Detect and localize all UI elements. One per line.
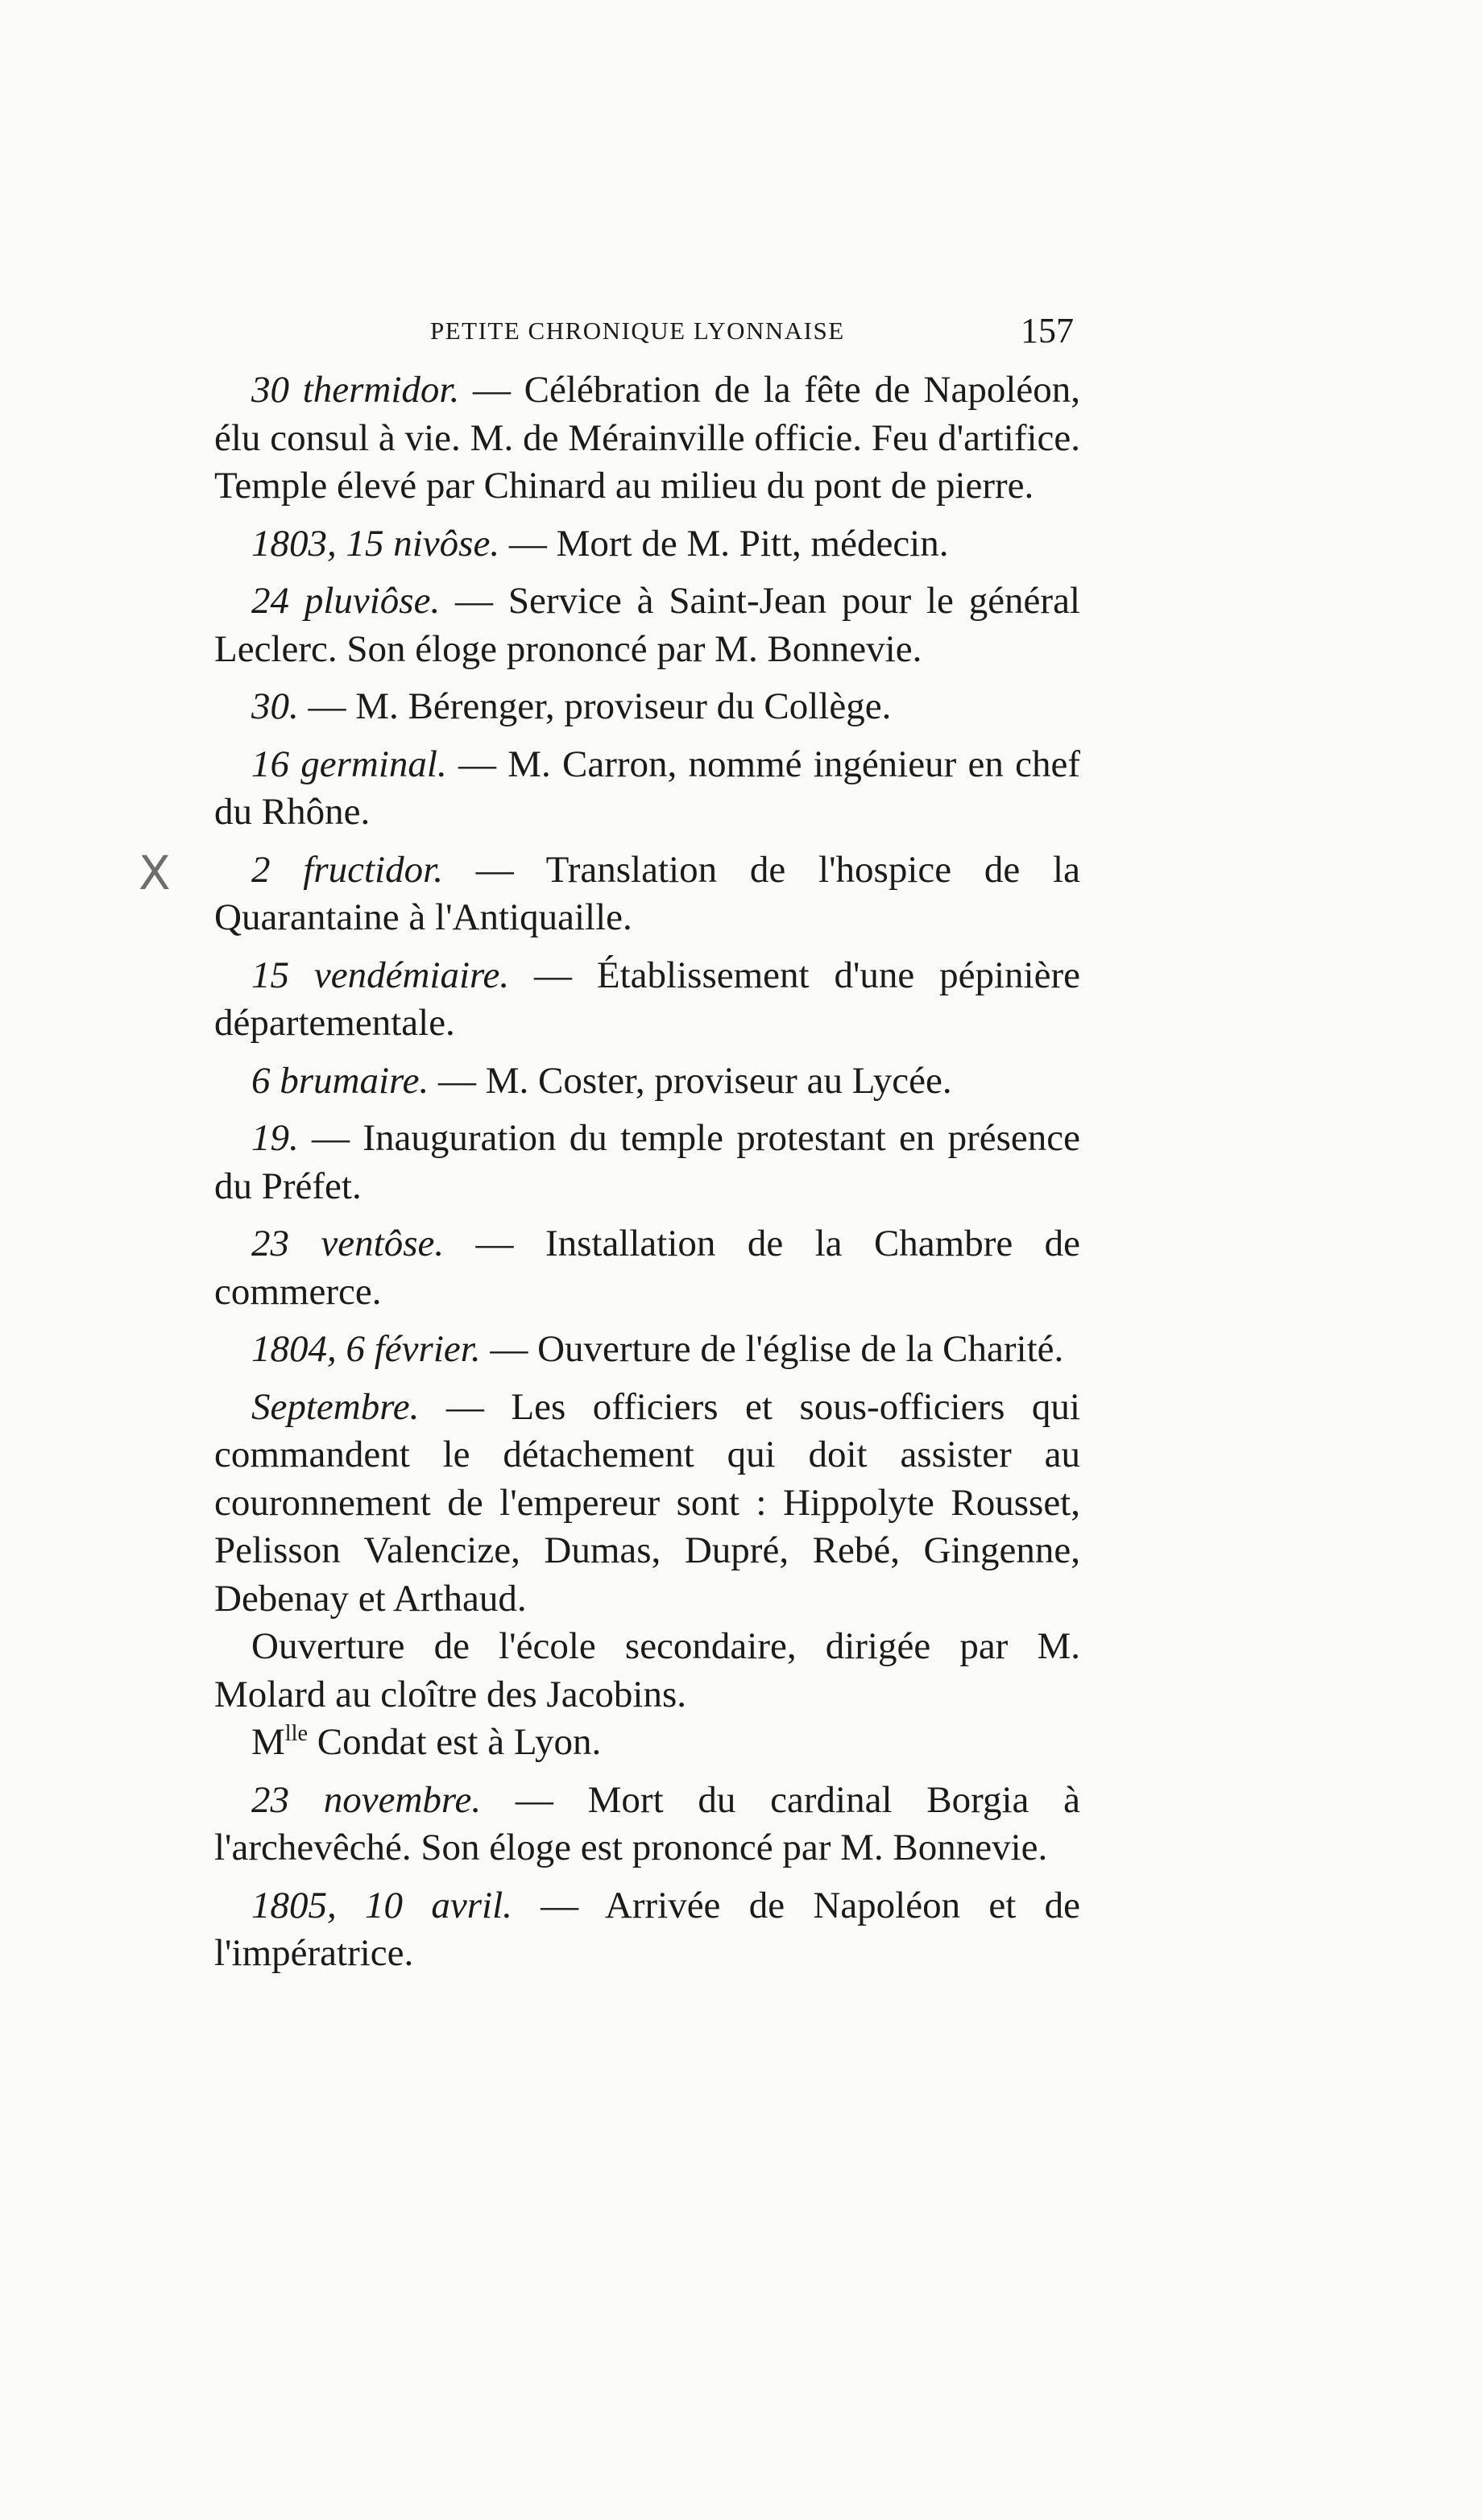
entry-text: — Installation de la Chambre de commerce. <box>214 1223 1081 1313</box>
condat-text: Condat est à Lyon. <box>307 1721 602 1763</box>
entry-date: 2 fructidor. <box>251 848 443 891</box>
entry-text: — Ouverture de l'église de la Charité. <box>480 1328 1064 1370</box>
entry-date: 30 thermidor. <box>251 369 460 411</box>
entry <box>214 1384 1080 1624</box>
entry-text: — M. Bérenger, proviseur du Collège. <box>298 685 892 727</box>
entry-text: — Service à Saint-Jean pour le général Leclerc. Son éloge prononcé par M. Bonnevie. <box>214 580 1080 670</box>
entry-text: — Mort du cardinal Borgia à l'archevêché. Son éloge est prononcé par M. Bonnevie. <box>214 1778 1080 1868</box>
entry-text: — Inauguration du temple protestant en présence du Préfet. <box>214 1117 1080 1207</box>
entry-text: — Établissement d'une pépinière départementale. <box>214 954 1080 1044</box>
entry-text: — Célébration de la fête de Napoléon, élu consul à vie. M. de Mérainville officie. Feu d'artifice. Temple élevé par Chinard au milieu du pont de pierre. <box>214 369 1080 507</box>
entry-date: 15 vendémiaire. <box>251 954 510 996</box>
entry <box>214 1115 1080 1210</box>
entry-date: 1805, 10 avril. <box>251 1884 512 1926</box>
entry <box>214 1057 1080 1106</box>
entry <box>214 366 1080 511</box>
page-number: 157 <box>1021 311 1074 350</box>
entry <box>214 741 1080 837</box>
entry <box>214 577 1080 673</box>
entry-text: — Translation de l'hospice de la Quarantaine à l'Antiquaille. <box>214 848 1080 938</box>
entry-text: — M. Coster, proviseur au Lycée. <box>429 1059 952 1102</box>
entry-date: 23 ventôse. <box>251 1223 445 1264</box>
page-body <box>214 366 1080 1988</box>
entry-plain: Ouverture de l'école secondaire, dirigée par M. Molard au cloître des Jacobins. <box>214 1625 1080 1715</box>
running-title: PETITE CHRONIQUE LYONNAISE <box>430 317 845 345</box>
condat-sup: lle <box>284 1721 308 1747</box>
entry-text: — Les officiers et sous-officiers qui commandent le détachement qui doit assister au couronnement de l'empereur sont : Hippolyte Rousset, Pelisson Valencize, Dumas, Dupré, Rebé, Gingenne, Debenay et Arthaud. <box>214 1385 1080 1620</box>
entry-text: — M. Carron, nommé ingénieur en chef du Rhône. <box>214 743 1080 833</box>
entry-date: 16 germinal. <box>251 743 447 785</box>
entry <box>214 1220 1080 1316</box>
entry-date: 19. <box>251 1117 299 1159</box>
entry-date: 24 pluviôse. <box>251 580 441 622</box>
entry-date: 23 novembre. <box>251 1778 482 1821</box>
entry <box>214 1777 1080 1872</box>
entry <box>214 846 1080 942</box>
entry-date: 1803, 15 nivôse. <box>251 522 500 565</box>
entry-date: Septembre. <box>251 1385 420 1428</box>
entry <box>214 952 1080 1048</box>
entry <box>214 520 1080 569</box>
page-header <box>214 310 1080 358</box>
entry-date: 1804, 6 février. <box>251 1328 481 1370</box>
entry-date: 30. <box>251 685 299 727</box>
entry-text: — Mort de M. Pitt, médecin. <box>499 522 949 565</box>
entry <box>214 683 1080 731</box>
margin-mark: X <box>139 846 171 900</box>
entry <box>214 1882 1080 1978</box>
entry-condat <box>214 1719 1080 1767</box>
entry-text: — Arrivée de Napoléon et de l'impératrice. <box>214 1884 1080 1974</box>
entry-date: 6 brumaire. <box>251 1059 429 1102</box>
entry <box>214 1326 1080 1374</box>
condat-prefix: M <box>251 1721 285 1763</box>
